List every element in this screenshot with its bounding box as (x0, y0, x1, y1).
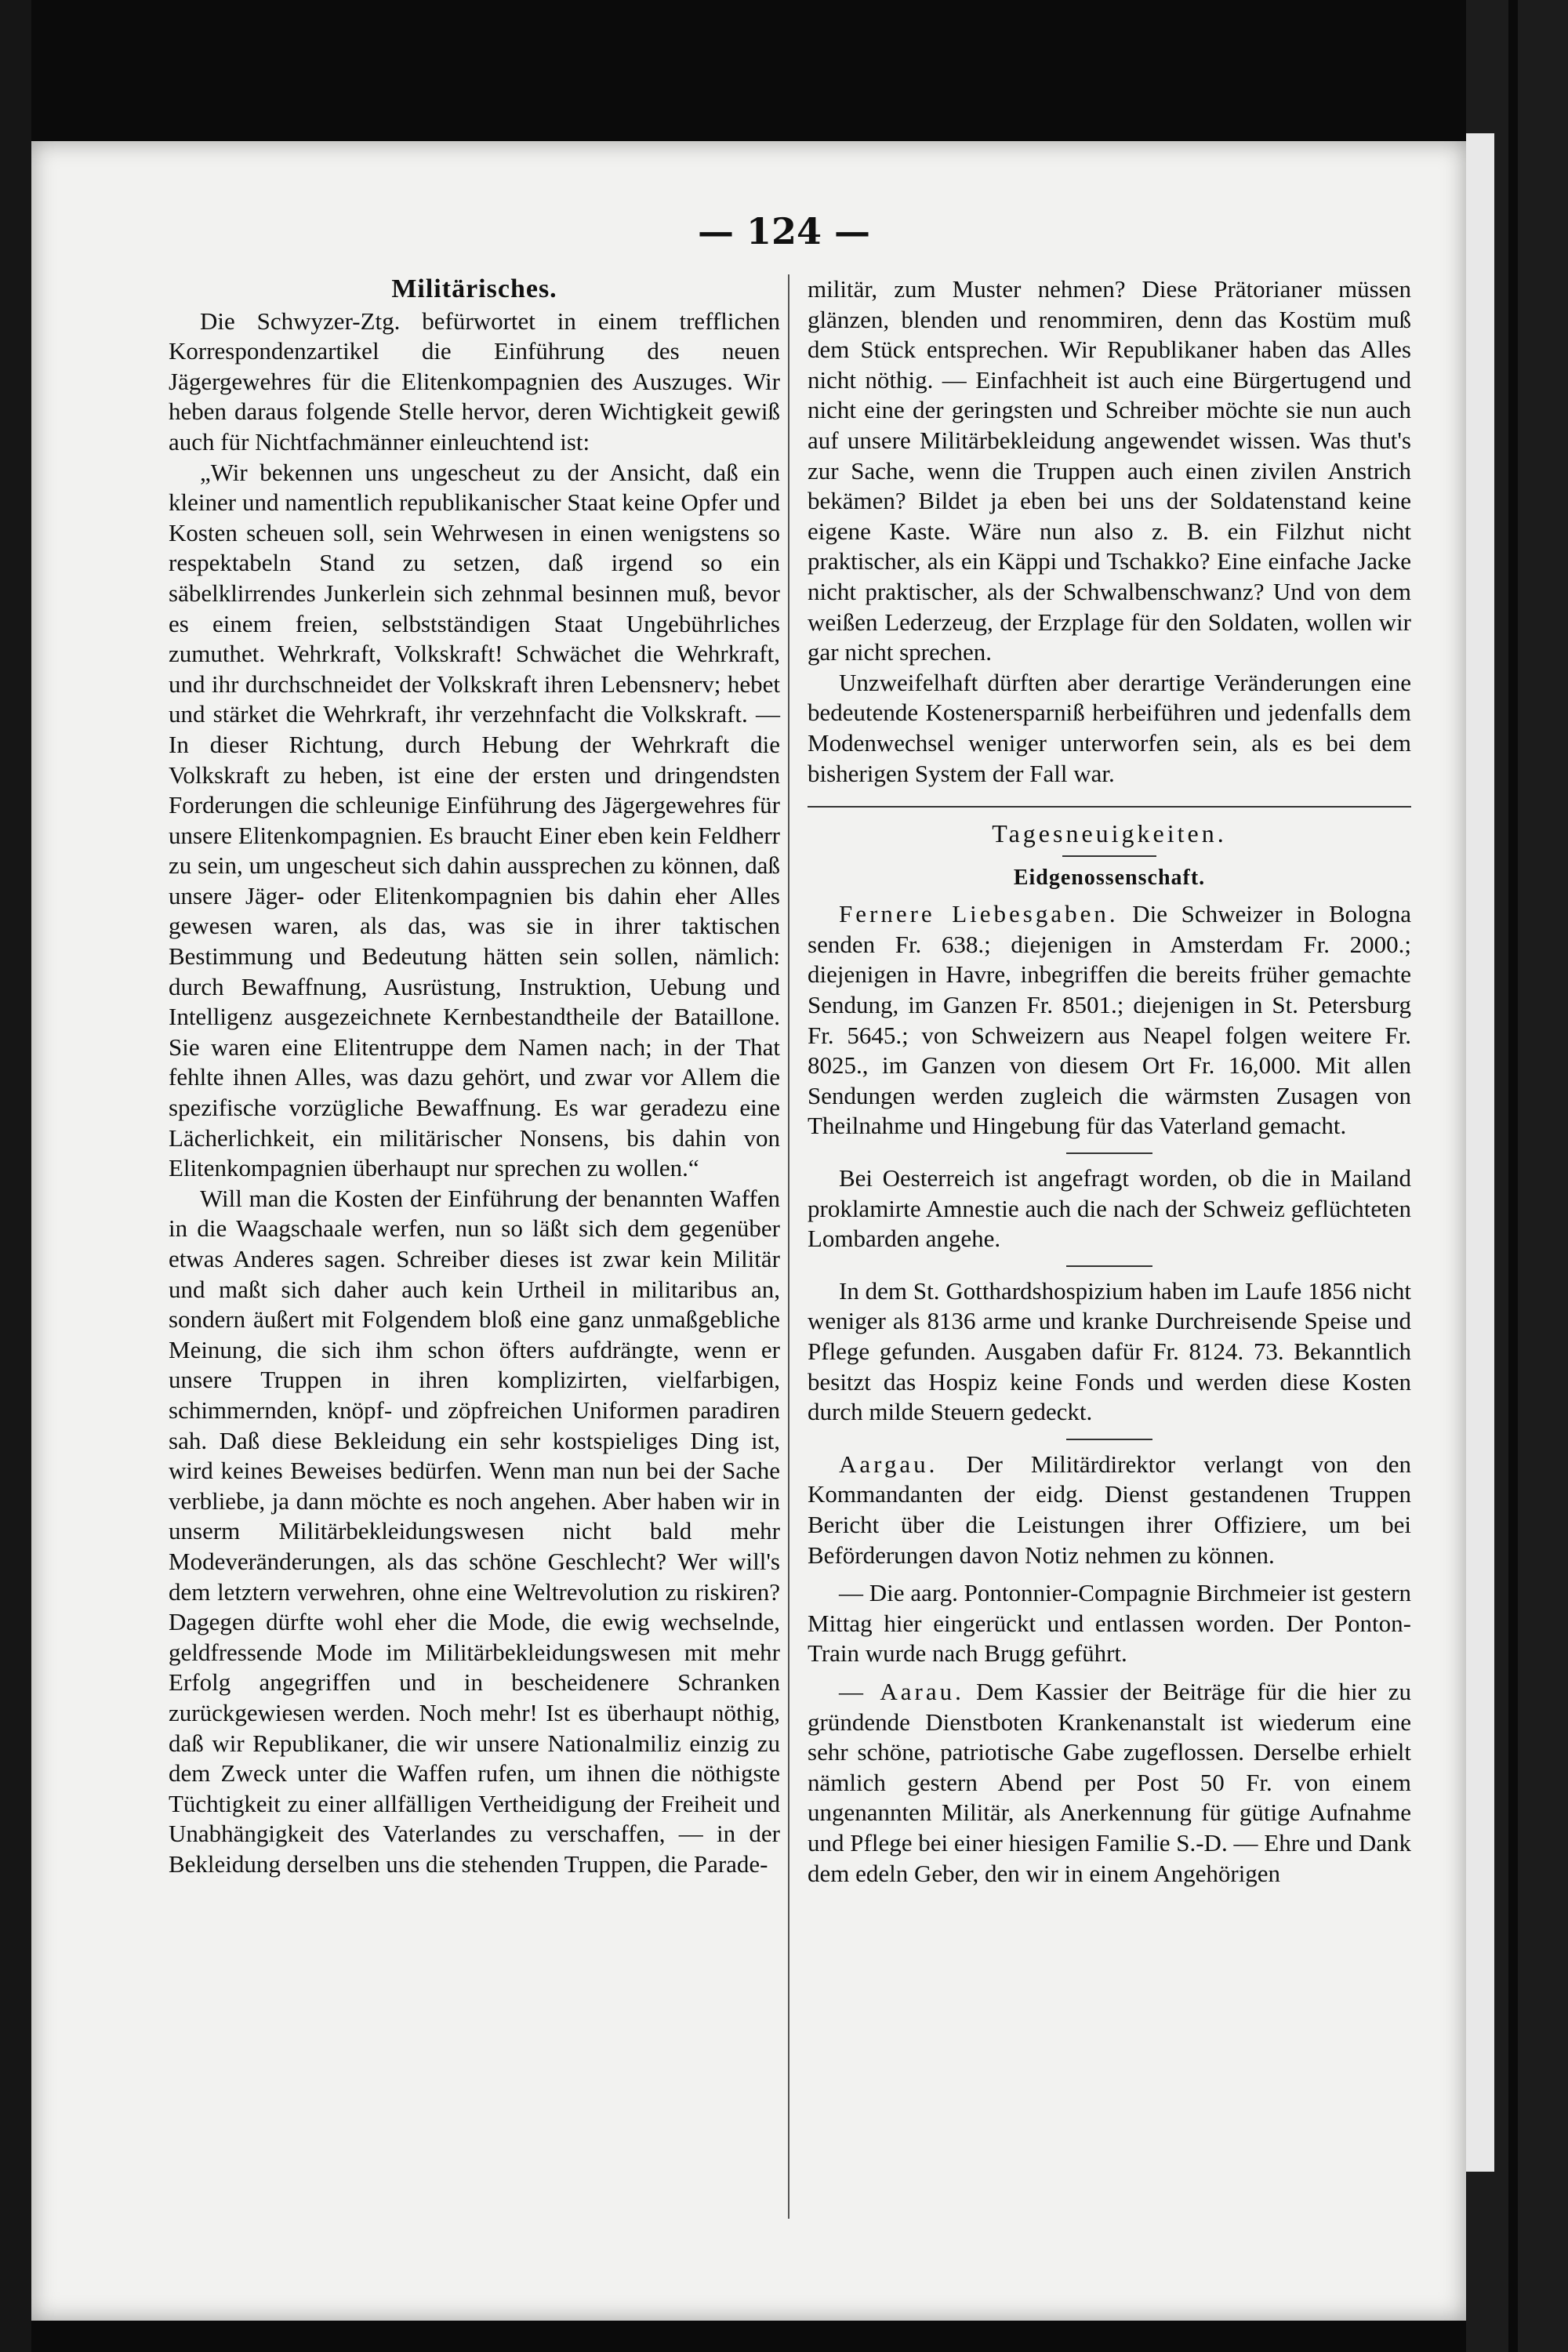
gotthard-paragraph: In dem St. Gotthardshospizium haben im Laufe 1856 nicht weniger als 8136 arme und kranke Durchreisende Speise und Pflege gefunden. Ausgaben dafür Fr. 8124. 73. Bekanntlich besitzt das Hospiz keine Fonds und werden diese Kosten durch milde Steuern gedeckt. (808, 1276, 1411, 1426)
right-column (808, 274, 1411, 1889)
aargau-text: Der Militärdirektor verlangt von den Kommandanten der eidg. Dienst gestandenen Truppen Bericht über die Leistungen ihrer Offiziere, um bei Beförderungen davon Notiz nehmen zu können. (808, 1450, 1412, 1569)
news-heading: Tagesneuigkeiten. (992, 819, 1227, 848)
confederation-subheading: Eidgenossenschaft. (1013, 865, 1206, 890)
donations-lead: Fernere Liebesgaben. (839, 900, 1119, 928)
military-continuation-paragraph: militär, zum Muster nehmen? Diese Prätorianer müssen glänzen, blenden und renommiren, denn das Kostüm muß dem Stück entsprechen. Wir Republikaner haben das Alles nicht nöthig. — Einfachheit ist auch eine Bürgertugend und nicht eine der geringsten und Schreiber möchte sie nun auch auf unsere Militärbekleidung angewendet wissen. Was thut's zur Sache, wenn die Truppen auch einen zivilen Anstrich bekämen? Bildet ja eben bei uns der Soldatenstand keine eigene Kaste. Wäre nun also z. B. ein Filzhut nicht praktischer, als ein Käppi und Tschakko? Eine einfache Jacke nicht praktischer, als der Schwalbenschwanz? Und von dem weißen Lederzeug, der Erzplage für den Soldaten, wollen wir gar nicht sprechen. (808, 275, 1411, 666)
item-divider (1066, 1152, 1152, 1154)
item-divider (1066, 1265, 1152, 1267)
next-page-edge (1466, 133, 1494, 2172)
column-divider (788, 274, 789, 2219)
military-quote-paragraph: „Wir bekennen uns ungescheut zu der Ansicht, daß ein kleiner und namentlich republikanischer Staat keine Opfer und Kosten scheuen soll, sein Wehrwesen in einen wenigstens so respektabeln Stand zu setzen, daß irgend so ein säbelklirrendes Junkerlein sich zehnmal besinnen muß, bevor es einem freien, selbstständigen Staat Ungebührliches zumuthet. Wehrkraft, Volkskraft! Schwächet die Wehrkraft, und ihr durchschneidet der Volkskraft ihren Lebensnerv; hebet und stärket die Wehrkraft, ihr verzehnfacht die Volkskraft. — In dieser Richtung, durch Hebung der Wehrkraft die Volkskraft zu heben, ist eine der ersten und dringendsten Forderungen die schleunige Einführung des Jägergewehres für unsere Elitenkompagnien. Es braucht Einer eben kein Feldherr zu sein, um ungescheut sich dahin aussprechen zu können, daß unsere Jäger- oder Elitenkompagnien bis dahin eher Alles gewesen waren, als das, was sie in ihrer taktischen Bestimmung und Bedeutung hätten sein sollen, nämlich: durch Bewaffnung, Ausrüstung, Instruktion, Uebung und Intelligenz ausgezeichnete Kernbestandtheile der Bataillone. Sie waren eine Elitentruppe dem Namen nach; in der That fehlte ihnen Alles, was dazu gehört, und zwar vor Allem die spezifische vorzügliche Bewaffnung. Es war geradezu eine Lächerlichkeit, ein militärischer Nonsens, bis dahin von Elitenkompagnien überhaupt nur sprechen zu wollen.“ (169, 458, 780, 1182)
military-intro-paragraph: Die Schwyzer-Ztg. befürwortet in einem trefflichen Korrespondenzartikel die Einführung des neuen Jägergewehres für die Elitenkompagnien des Auszuges. Wir heben daraus folgende Stelle hervor, deren Wichtigkeit gewiß auch für Nichtfachmänner einleuchtend ist: (169, 307, 780, 456)
military-heading: Militärisches. (391, 274, 557, 303)
page-number: — 124 — (697, 210, 871, 252)
military-conclusion-paragraph: Unzweifelhaft dürften aber derartige Veränderungen eine bedeutende Kostenersparniß herbeiführen und jedenfalls dem Modenwechsel weniger unterworfen sein, als es bei dem bisherigen System der Fall war. (808, 668, 1411, 787)
scan-border-left (0, 0, 31, 2352)
left-column (169, 274, 780, 1879)
section-divider (808, 806, 1411, 808)
aarau-lead: — Aarau. (839, 1677, 964, 1705)
item-divider (1066, 1439, 1152, 1440)
scan-border-right (1466, 0, 1568, 2352)
austria-paragraph: Bei Oesterreich ist angefragt worden, ob die in Mailand proklamirte Amnestie auch die nach der Schweiz geflüchteten Lombarden angehe. (808, 1164, 1411, 1253)
aargau-paragraph (808, 1450, 1411, 1570)
heading-divider (1062, 855, 1156, 857)
pontonier-paragraph: — Die aarg. Pontonnier-Compagnie Birchmeier ist gestern Mittag hier eingerückt und entlassen worden. Der Ponton-Train wurde nach Brugg geführt. (808, 1579, 1411, 1668)
donations-paragraph (808, 899, 1411, 1142)
aarau-text: Dem Kassier der Beiträge für die hier zu gründende Dienstboten Krankenanstalt ist wiederum eine sehr schöne, patriotische Gabe zugeflossen. Derselbe erhielt nämlich gestern Abend per Post 50 Fr. von einem ungenannten Militär, als Anerkennung für gütige Aufnahme und Pflege bei einer hiesigen Familie S.-D. — Ehre und Dank dem edeln Geber, den wir in einem Angehörigen (808, 1677, 1411, 1887)
binding-gap (1508, 0, 1518, 2352)
aarau-paragraph (808, 1677, 1411, 1889)
aargau-lead: Aargau. (839, 1450, 938, 1478)
military-costs-paragraph: Will man die Kosten der Einführung der benannten Waffen in die Waagschaale werfen, nun so läßt sich dem gegenüber etwas Anderes sagen. Schreiber dieses ist zwar kein Militär und maßt sich daher auch kein Urtheil in militaribus an, sondern äußert mit Folgendem bloß eine ganz unmaßgebliche Meinung, die sich ihm schon öfters aufdrängte, wenn er unsere Truppen in ihren komplizirten, vielfarbigen, schimmernden, knöpf- und zöpfreichen Uniformen paradiren sah. Daß diese Bekleidung ein sehr kostspieliges Ding ist, wird keines Beweises bedürfen. Wenn man nun bei der Sache verbliebe, ja dann möchte es noch angehen. Aber haben wir in unserm Militärbekleidungswesen nicht bald mehr Modeveränderungen, als das schöne Geschlecht? Wer will's dem letztern verwehren, ohne eine Weltrevolution zu riskiren? Dagegen dürfte wohl eher die Mode, die ewig wechselnde, geldfressende Mode im Militärbekleidungswesen mit mehr Erfolg angegriffen und in bescheidenere Schranken zurückgewiesen werden. Noch mehr! Ist es überhaupt nöthig, daß wir Republikaner, die wir unsere Nationalmiliz einzig zu dem Zweck unter die Waffen rufen, um ihnen die nöthigste Tüchtigkeit zu einer allfälligen Vertheidigung der Freiheit und Unabhängigkeit des Vaterlandes zu verschaffen, — in der Bekleidung derselben uns die stehenden Truppen, die Parade- (169, 1184, 780, 1878)
donations-text: Die Schweizer in Bologna senden Fr. 638.; diejenigen in Amsterdam Fr. 2000.; diejenigen in Havre, inbegriffen die bereits früher gemachte Sendung, im Ganzen Fr. 8501.; diejenigen in St. Petersburg Fr. 5645.; von Schweizern aus Neapel folgen weitere Fr. 8025., im Ganzen von diesem Ort Fr. 16,000. Mit allen Sendungen werden zugleich die wärmsten Zusagen von Theilnahme und Hingebung für das Vaterland gemacht. (808, 900, 1411, 1140)
